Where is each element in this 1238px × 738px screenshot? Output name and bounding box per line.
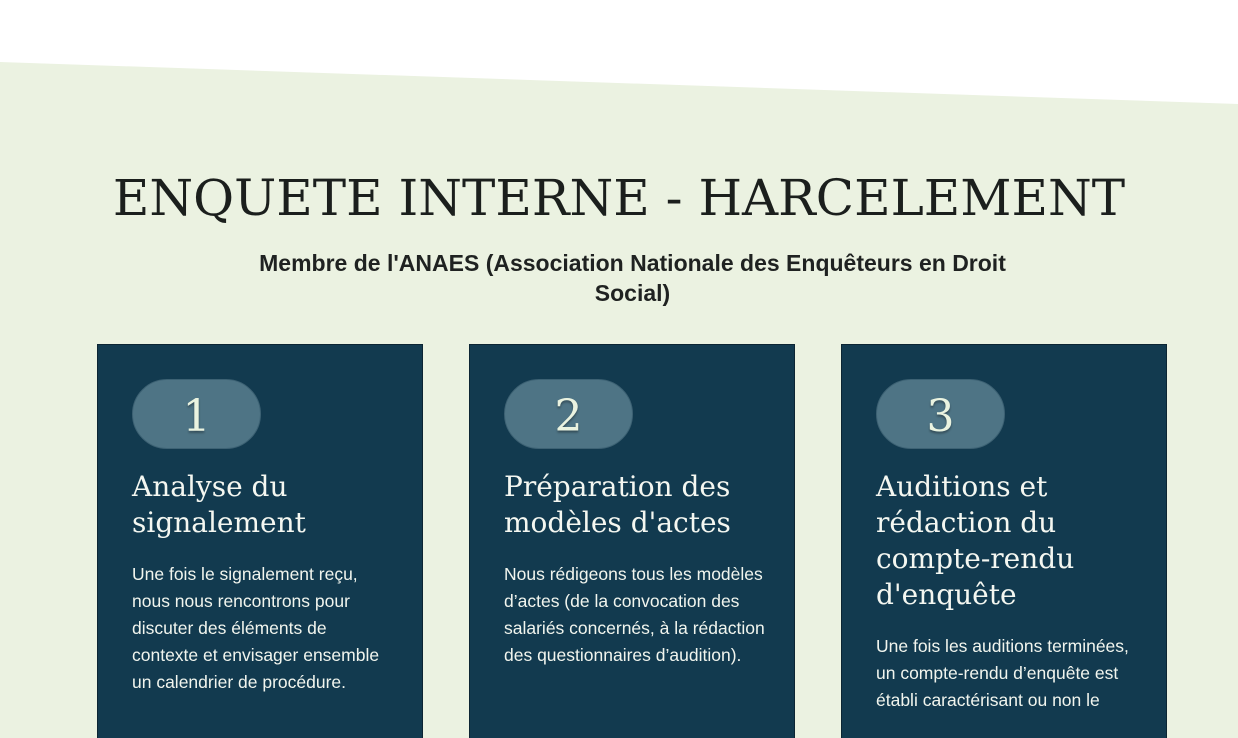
step-card-1 (97, 344, 423, 738)
section-subtitle: Membre de l'ANAES (Association Nationale des Enquêteurs en Droit Social) (259, 250, 1006, 306)
step-number: 1 (182, 391, 211, 442)
step-title: Analyse du signalement (132, 470, 306, 539)
step-description: Une fois les auditions terminées, un compte-rendu d’enquête est établi caractérisant ou non le (876, 636, 1129, 710)
step-number: 2 (554, 391, 583, 442)
section-title: ENQUETE INTERNE - HARCELEMENT (112, 169, 1126, 227)
step-number-badge (876, 379, 1005, 449)
step-title: Auditions et rédaction du compte-rendu d'enquête (876, 470, 1075, 611)
step-number-badge (504, 379, 633, 449)
step-number: 3 (926, 391, 955, 442)
step-description: Une fois le signalement reçu, nous nous rencontrons pour discuter des éléments de contexte et envisager ensemble un calendrier de procédure. (132, 564, 380, 692)
step-description: Nous rédigeons tous les modèles d’actes (de la convocation des salariés concernés, à la rédaction des questionnaires d’audition). (504, 564, 765, 665)
step-title: Préparation des modèles d'actes (504, 470, 731, 539)
step-card-3 (841, 344, 1167, 738)
step-number-badge (132, 379, 261, 449)
step-card-2 (469, 344, 795, 738)
